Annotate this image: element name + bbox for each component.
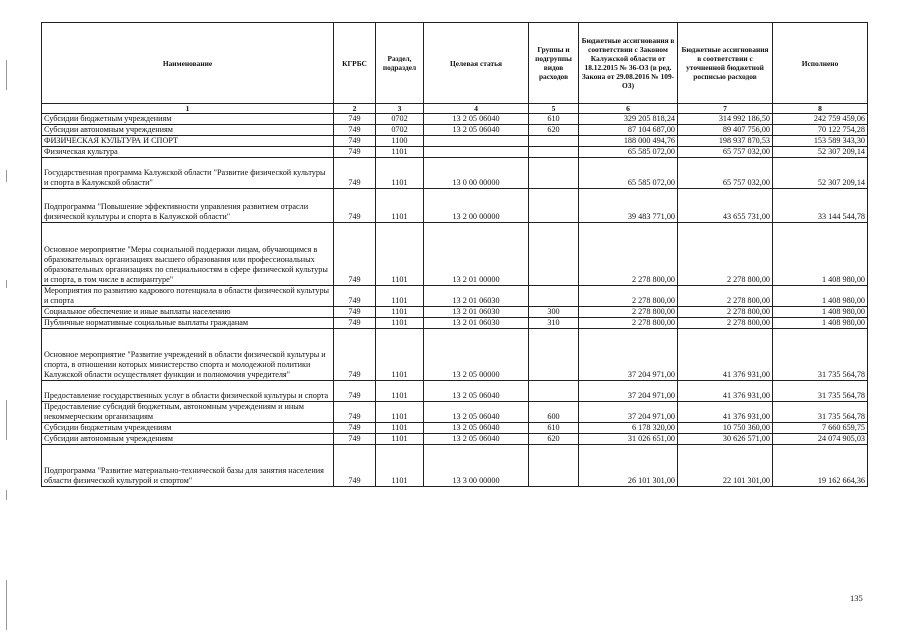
row-refined-allocation: 65 757 032,00 [678,158,773,189]
row-law-allocation: 31 026 651,00 [579,434,678,445]
row-name: ФИЗИЧЕСКАЯ КУЛЬТУРА И СПОРТ [42,136,334,147]
row-name: Субсидии бюджетным учреждениям [42,423,334,434]
row-kgrbs: 749 [334,445,376,487]
column-number: 7 [678,104,773,114]
row-kgrbs: 749 [334,381,376,402]
row-name: Субсидии автономным учреждениям [42,434,334,445]
row-law-allocation: 188 000 494,76 [579,136,678,147]
row-law-allocation: 2 278 800,00 [579,307,678,318]
row-section: 0702 [376,125,424,136]
row-kgrbs: 749 [334,402,376,423]
header-target: Целевая статья [424,23,529,104]
page-number: 135 [850,593,863,603]
row-refined-allocation: 43 655 731,00 [678,189,773,223]
row-target: 13 3 00 00000 [424,445,529,487]
row-law-allocation: 37 204 971,00 [579,402,678,423]
row-group [529,381,579,402]
row-refined-allocation: 198 937 870,53 [678,136,773,147]
scan-margin-marks [4,20,10,630]
row-group [529,158,579,189]
row-section: 0702 [376,114,424,125]
table-row [42,318,868,329]
row-group: 620 [529,125,579,136]
row-law-allocation: 2 278 800,00 [579,318,678,329]
row-target: 13 2 00 00000 [424,189,529,223]
row-section: 1101 [376,189,424,223]
row-refined-allocation: 2 278 800,00 [678,286,773,307]
header-kgrbs: КГРБС [334,23,376,104]
row-target: 13 2 01 06030 [424,307,529,318]
row-kgrbs: 749 [334,125,376,136]
row-group: 620 [529,434,579,445]
column-number: 2 [334,104,376,114]
row-refined-allocation: 41 376 931,00 [678,402,773,423]
row-target: 13 2 05 06040 [424,423,529,434]
row-executed: 1 408 980,00 [773,318,868,329]
row-executed: 52 307 209,14 [773,147,868,158]
row-refined-allocation: 314 992 186,50 [678,114,773,125]
table-row [42,402,868,423]
row-kgrbs: 749 [334,307,376,318]
row-group [529,136,579,147]
row-refined-allocation: 41 376 931,00 [678,381,773,402]
row-executed: 33 144 544,78 [773,189,868,223]
row-executed: 7 660 659,75 [773,423,868,434]
row-law-allocation: 37 204 971,00 [579,329,678,381]
row-target [424,136,529,147]
row-section: 1101 [376,318,424,329]
row-law-allocation: 37 204 971,00 [579,381,678,402]
row-target: 13 2 01 06030 [424,318,529,329]
row-executed: 52 307 209,14 [773,158,868,189]
row-kgrbs: 749 [334,136,376,147]
row-executed: 153 589 343,30 [773,136,868,147]
table-row [42,136,868,147]
row-name: Государственная программа Калужской области "Развитие физической культуры и спорта в Калужской области" [42,158,334,189]
column-number: 3 [376,104,424,114]
row-kgrbs: 749 [334,147,376,158]
row-kgrbs: 749 [334,329,376,381]
row-refined-allocation: 2 278 800,00 [678,223,773,286]
row-law-allocation: 26 101 301,00 [579,445,678,487]
table-row [42,329,868,381]
column-number: 5 [529,104,579,114]
table-body [42,114,868,487]
row-target: 13 2 01 00000 [424,223,529,286]
row-target [424,147,529,158]
row-name: Мероприятия по развитию кадрового потенциала в области физической культуры и спорта [42,286,334,307]
row-refined-allocation: 41 376 931,00 [678,329,773,381]
row-section: 1101 [376,329,424,381]
row-law-allocation: 39 483 771,00 [579,189,678,223]
row-name: Предоставление субсидий бюджетным, автономным учреждениям и иным некоммерческим организациям [42,402,334,423]
row-name: Субсидии автономным учреждениям [42,125,334,136]
row-section: 1101 [376,423,424,434]
row-executed: 19 162 664,36 [773,445,868,487]
row-section: 1100 [376,136,424,147]
row-executed: 31 735 564,78 [773,329,868,381]
row-executed: 1 408 980,00 [773,286,868,307]
row-group: 300 [529,307,579,318]
row-refined-allocation: 89 407 756,00 [678,125,773,136]
column-number: 4 [424,104,529,114]
budget-table [41,22,868,487]
row-name: Публичные нормативные социальные выплаты гражданам [42,318,334,329]
row-section: 1101 [376,223,424,286]
row-executed: 31 735 564,78 [773,381,868,402]
header-section: Раздел, подраздел [376,23,424,104]
row-target: 13 2 05 06040 [424,434,529,445]
row-group [529,329,579,381]
table-row [42,189,868,223]
row-group: 600 [529,402,579,423]
row-law-allocation: 87 104 687,00 [579,125,678,136]
row-group: 610 [529,423,579,434]
row-name: Подпрограмма "Развитие материально-технической базы для занятия населения области физической культурой и спортом" [42,445,334,487]
row-executed: 24 074 905,03 [773,434,868,445]
header-executed: Исполнено [773,23,868,104]
row-group [529,286,579,307]
row-kgrbs: 749 [334,434,376,445]
row-target: 13 2 05 06040 [424,114,529,125]
row-kgrbs: 749 [334,114,376,125]
row-kgrbs: 749 [334,189,376,223]
row-name: Основное мероприятие "Развитие учреждений в области физической культуры и спорта, в отношении которых министерство спорта и молодежной политики Калужской области осуществляет функции и полномочия учредителя" [42,329,334,381]
row-group: 310 [529,318,579,329]
table-row [42,147,868,158]
row-name: Физическая культура [42,147,334,158]
header-name: Наименование [42,23,334,104]
row-kgrbs: 749 [334,318,376,329]
row-group [529,147,579,158]
row-executed: 1 408 980,00 [773,307,868,318]
table-row [42,423,868,434]
table-row [42,445,868,487]
header-groups: Группы и подгруппы видов расходов [529,23,579,104]
row-section: 1101 [376,158,424,189]
row-target: 13 2 05 06040 [424,402,529,423]
row-executed: 242 759 459,06 [773,114,868,125]
row-target: 13 2 01 06030 [424,286,529,307]
row-executed: 70 122 754,28 [773,125,868,136]
row-name: Предоставление государственных услуг в области физической культуры и спорта [42,381,334,402]
table-row [42,286,868,307]
column-number: 1 [42,104,334,114]
row-target: 13 2 05 06040 [424,381,529,402]
row-kgrbs: 749 [334,158,376,189]
row-section: 1101 [376,402,424,423]
row-refined-allocation: 22 101 301,00 [678,445,773,487]
row-group: 610 [529,114,579,125]
row-section: 1101 [376,381,424,402]
row-name: Социальное обеспечение и иные выплаты населению [42,307,334,318]
header-law-allocations: Бюджетные ассигнования в соответствии с Законом Калужской области от 18.12.2015 № 36-ОЗ (в ред. Закона от 29.08.2016 № 109-ОЗ) [579,23,678,104]
row-executed: 31 735 564,78 [773,402,868,423]
row-executed: 1 408 980,00 [773,223,868,286]
table-row [42,307,868,318]
header-refined-allocations: Бюджетные ассигнования в соответствии с уточненной бюджетной росписью расходов [678,23,773,104]
row-section: 1101 [376,445,424,487]
table-row [42,223,868,286]
row-refined-allocation: 30 626 571,00 [678,434,773,445]
row-section: 1101 [376,307,424,318]
row-kgrbs: 749 [334,223,376,286]
row-law-allocation: 6 178 320,00 [579,423,678,434]
row-kgrbs: 749 [334,286,376,307]
column-number-row [42,104,868,114]
row-refined-allocation: 65 757 032,00 [678,147,773,158]
row-law-allocation: 65 585 072,00 [579,147,678,158]
row-target: 13 2 05 00000 [424,329,529,381]
row-name: Основное мероприятие "Меры социальной поддержки лицам, обучающимся в образовательных организациях высшего образования или профессиональных образовательных организациях по специальностям в сфере физической культуры и спорта, в том числе в аспирантуре" [42,223,334,286]
row-name: Субсидии бюджетным учреждениям [42,114,334,125]
row-name: Подпрограмма "Повышение эффективности управления развитием отрасли физической культуры и спорта в Калужской области" [42,189,334,223]
table-row [42,434,868,445]
table-row [42,158,868,189]
row-group [529,445,579,487]
row-kgrbs: 749 [334,423,376,434]
row-law-allocation: 65 585 072,00 [579,158,678,189]
table-row [42,381,868,402]
row-refined-allocation: 2 278 800,00 [678,307,773,318]
row-law-allocation: 329 205 818,24 [579,114,678,125]
row-target: 13 2 05 06040 [424,125,529,136]
row-target: 13 0 00 00000 [424,158,529,189]
row-section: 1101 [376,286,424,307]
header-row [42,23,868,104]
row-section: 1101 [376,434,424,445]
row-law-allocation: 2 278 800,00 [579,286,678,307]
row-group [529,223,579,286]
table-row [42,114,868,125]
row-refined-allocation: 2 278 800,00 [678,318,773,329]
column-number: 6 [579,104,678,114]
row-refined-allocation: 10 750 360,00 [678,423,773,434]
row-law-allocation: 2 278 800,00 [579,223,678,286]
column-number: 8 [773,104,868,114]
table-row [42,125,868,136]
row-group [529,189,579,223]
row-section: 1101 [376,147,424,158]
